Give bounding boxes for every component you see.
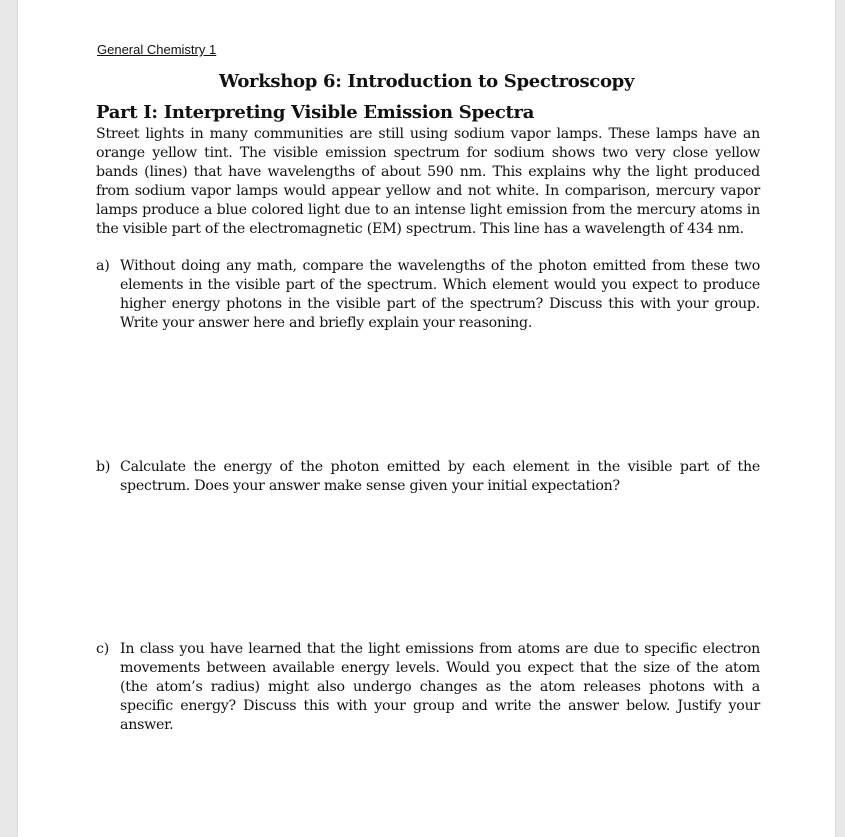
workshop-title: Workshop 6: Introduction to Spectroscopy [218,71,635,92]
document-page [18,0,835,837]
question-a-label: a) [96,258,110,274]
question-c-label: c) [96,641,109,657]
part-title: Part I: Interpreting Visible Emission Spectra [96,102,535,123]
course-header: General Chemistry 1 [97,42,217,57]
question-a [96,257,760,333]
question-c [96,640,760,735]
question-a-text: Without doing any math, compare the wavelengths of the photon emitted from these two elements in the visible part of the spectrum. Which element would you expect to produce higher energy photons in the visible part of the spectrum? Discuss this with your group. Write your answer here and briefly explain your reasoning. [120,258,760,331]
question-b-text: Calculate the energy of the photon emitted by each element in the visible part of the spectrum. Does your answer make sense given your initial expectation? [120,459,760,494]
question-c-text: In class you have learned that the light emissions from atoms are due to specific electron movements between available energy levels. Would you expect that the size of the atom (the atom’s radius) might also undergo changes as the atom releases photons with a specific energy? Discuss this with your group and write the answer below. Justify your answer. [120,641,760,733]
question-b [96,458,760,496]
intro-paragraph: Street lights in many communities are still using sodium vapor lamps. These lamps have an orange yellow tint. The visible emission spectrum for sodium shows two very close yellow bands (lines) that have wavelengths of about 590 nm. This explains why the light produced from sodium vapor lamps would appear yellow and not white. In comparison, mercury vapor lamps produce a blue colored light due to an intense light emission from the mercury atoms in the visible part of the electromagnetic (EM) spectrum. This line has a wavelength of 434 nm. [96,126,760,237]
question-b-label: b) [96,459,111,475]
